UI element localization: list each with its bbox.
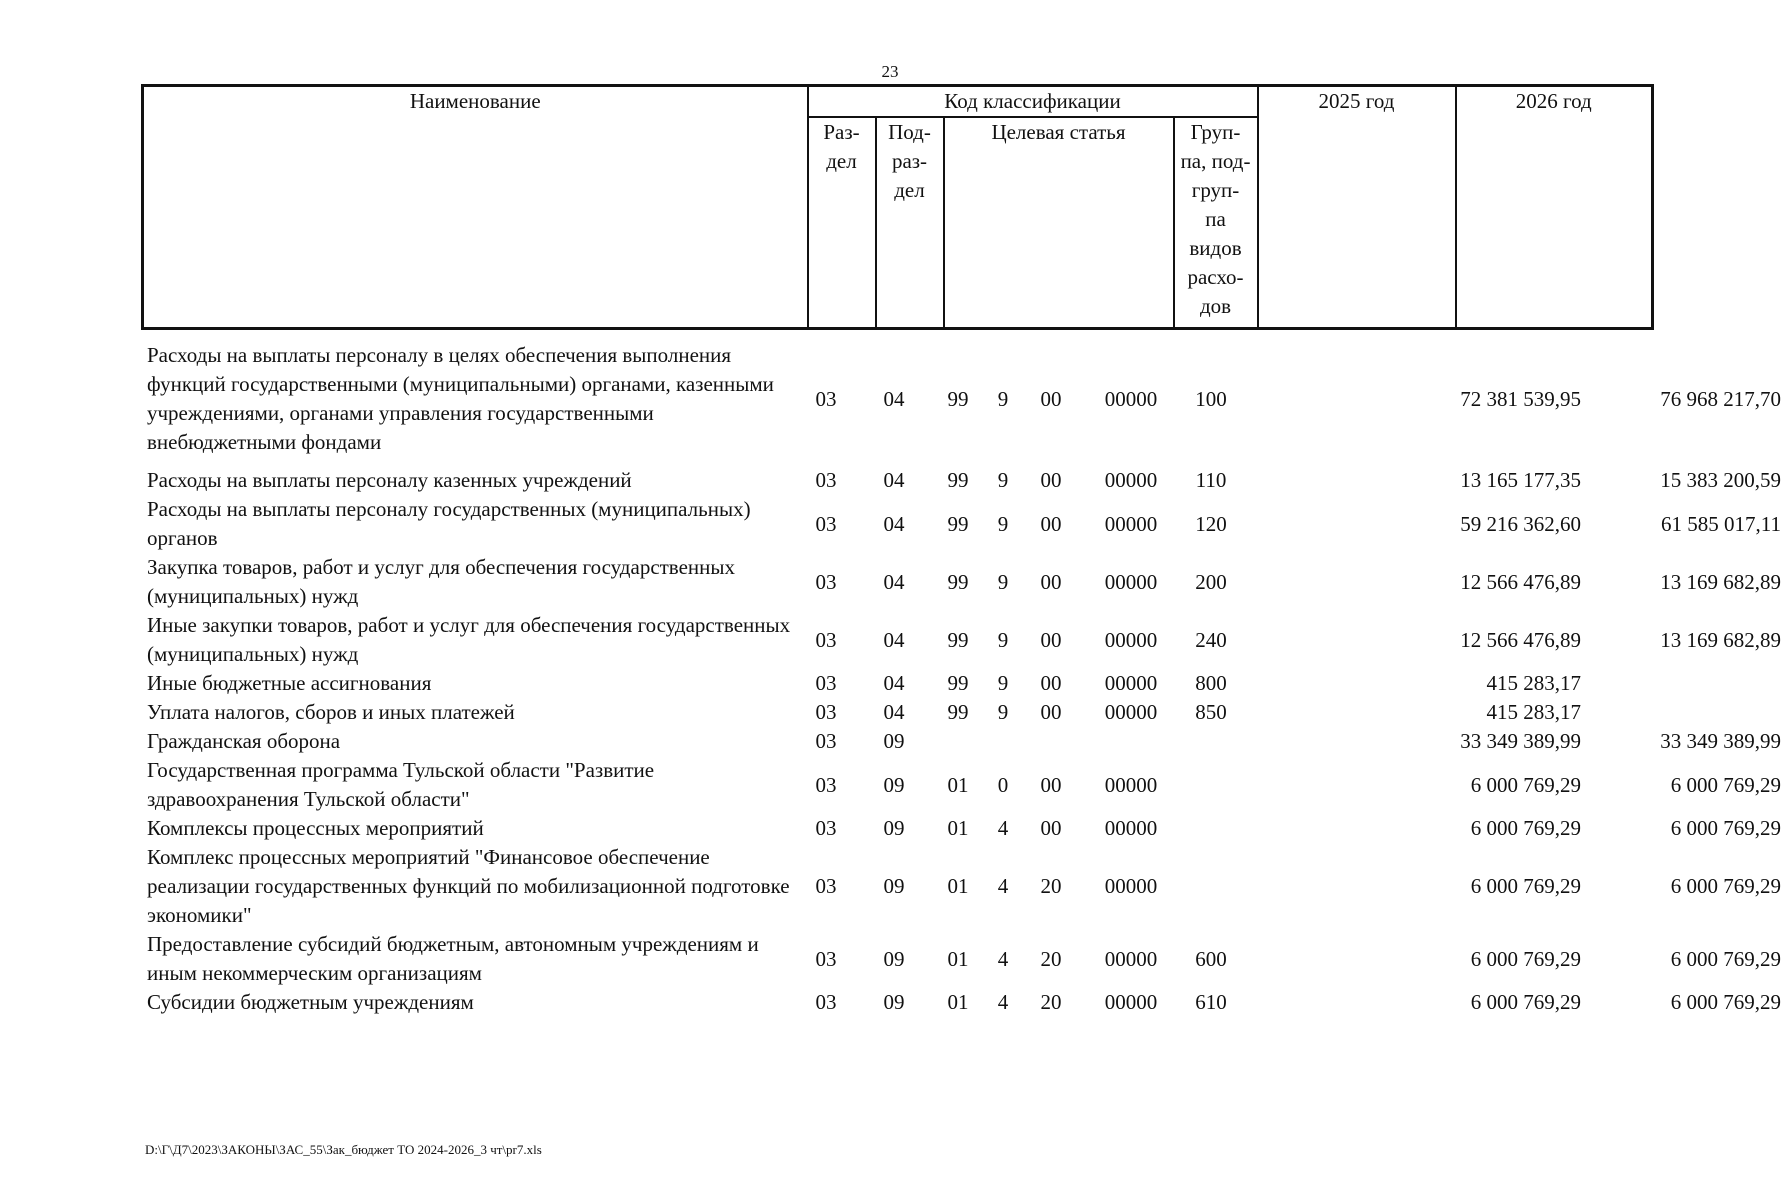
row-group: 850 — [1195, 700, 1227, 724]
row-target-program: 01 — [947, 874, 969, 898]
row-name: Расходы на выплаты персоналу казенных учреждений — [147, 468, 632, 492]
header-year-2026: 2026 год — [1456, 86, 1653, 329]
header-podrazdel-line-2: раз- — [891, 149, 928, 173]
row-target-direction: 00000 — [1104, 816, 1158, 840]
row-podrazdel: 09 — [883, 990, 905, 1014]
row-group: 110 — [1195, 468, 1227, 492]
row-year-2025: 72 381 539,95 — [1460, 386, 1581, 411]
header-group-line-5: видов — [1189, 236, 1242, 260]
row-name: Субсидии бюджетным учреждениям — [147, 990, 474, 1014]
header-name: Наименование — [143, 86, 808, 329]
row-year-2025: 6 000 769,29 — [1470, 772, 1581, 797]
row-year-2025: 13 165 177,35 — [1460, 468, 1581, 492]
row-target-type: 9 — [997, 671, 1009, 695]
header-group — [1174, 117, 1258, 329]
row-razdel: 03 — [815, 990, 837, 1014]
row-target-subprogram: 00 — [1040, 468, 1062, 492]
row-target-program: 99 — [947, 671, 969, 695]
row-target-program: 01 — [947, 990, 969, 1014]
row-target-subprogram: 20 — [1040, 990, 1062, 1014]
row-target-type: 9 — [997, 569, 1009, 594]
row-year-2025: 59 216 362,60 — [1460, 511, 1581, 536]
row-year-2026: 13 169 682,89 — [1660, 569, 1781, 594]
row-razdel: 03 — [815, 569, 837, 594]
row-target-direction: 00000 — [1104, 511, 1158, 536]
row-year-2025: 6 000 769,29 — [1470, 946, 1581, 971]
row-target-type: 9 — [997, 511, 1009, 536]
row-razdel: 03 — [815, 729, 837, 753]
row-podrazdel: 09 — [883, 772, 905, 797]
header-group-line-6: расхо- — [1187, 265, 1244, 289]
row-target-type: 0 — [997, 772, 1009, 797]
page-number: 23 — [881, 62, 899, 81]
row-target-program: 99 — [947, 468, 969, 492]
row-year-2025: 33 349 389,99 — [1460, 729, 1581, 753]
row-target-program: 99 — [947, 511, 969, 536]
row-target-type: 4 — [997, 990, 1009, 1014]
table-row — [141, 843, 1781, 930]
header-group-line-1: Груп- — [1190, 120, 1241, 144]
table-row — [141, 611, 1781, 669]
row-target-program: 99 — [947, 627, 969, 652]
row-name: Предоставление субсидий бюджетным, автономным учреждениям и иным некоммерческим организациям — [147, 932, 759, 985]
row-year-2025: 415 283,17 — [1486, 671, 1581, 695]
header-group-line-4: па — [1205, 207, 1226, 231]
table-row — [141, 340, 1781, 458]
row-target-program: 99 — [947, 386, 969, 411]
row-year-2026: 6 000 769,29 — [1670, 772, 1781, 797]
row-year-2025: 12 566 476,89 — [1460, 569, 1581, 594]
row-year-2026: 6 000 769,29 — [1670, 816, 1781, 840]
row-year-2026: 76 968 217,70 — [1660, 386, 1781, 411]
header-podrazdel-line-1: Под- — [888, 120, 931, 144]
row-podrazdel: 04 — [883, 627, 905, 652]
row-target-subprogram: 00 — [1040, 569, 1062, 594]
header-group-line-7: дов — [1199, 294, 1232, 318]
row-razdel: 03 — [815, 671, 837, 695]
row-year-2025: 6 000 769,29 — [1470, 874, 1581, 898]
row-target-program: 01 — [947, 946, 969, 971]
row-target-type: 4 — [997, 946, 1009, 971]
row-podrazdel: 04 — [883, 700, 905, 724]
row-group: 200 — [1195, 569, 1227, 594]
table-row — [141, 930, 1781, 988]
row-group: 120 — [1195, 511, 1227, 536]
row-podrazdel: 09 — [883, 946, 905, 971]
row-razdel: 03 — [815, 511, 837, 536]
row-name: Иные закупки товаров, работ и услуг для обеспечения государственных (муниципальных) нужд — [147, 613, 791, 666]
row-razdel: 03 — [815, 468, 837, 492]
row-razdel: 03 — [815, 816, 837, 840]
header-podrazdel-line-3: дел — [894, 178, 925, 202]
row-target-subprogram: 20 — [1040, 946, 1062, 971]
row-podrazdel: 04 — [883, 671, 905, 695]
table-row — [141, 495, 1781, 553]
table-body — [141, 340, 1781, 1017]
row-target-direction: 00000 — [1104, 772, 1158, 797]
row-target-subprogram: 00 — [1040, 816, 1062, 840]
row-podrazdel: 04 — [883, 569, 905, 594]
row-year-2025: 12 566 476,89 — [1460, 627, 1581, 652]
row-target-type: 9 — [997, 468, 1009, 492]
row-target-type: 4 — [997, 874, 1009, 898]
row-target-direction: 00000 — [1104, 990, 1158, 1014]
table-row — [141, 988, 1781, 1017]
row-target-direction: 00000 — [1104, 700, 1158, 724]
row-target-subprogram: 00 — [1040, 386, 1062, 411]
row-target-direction: 00000 — [1104, 569, 1158, 594]
row-podrazdel: 09 — [883, 874, 905, 898]
row-name: Комплекс процессных мероприятий "Финансовое обеспечение реализации государственных функций по мобилизационной подготовке экономики" — [147, 845, 790, 927]
header-year-2025: 2025 год — [1258, 86, 1456, 329]
row-name: Расходы на выплаты персоналу в целях обеспечения выполнения функций государственными (муниципальными) органами, казенными учреждениями, органами управления государственными внебюджетными фондами — [147, 343, 774, 454]
row-name: Расходы на выплаты персоналу государственных (муниципальных) органов — [147, 497, 751, 550]
row-year-2026: 6 000 769,29 — [1670, 874, 1781, 898]
row-year-2026: 13 169 682,89 — [1660, 627, 1781, 652]
row-target-type: 9 — [997, 627, 1009, 652]
row-name: Уплата налогов, сборов и иных платежей — [147, 700, 515, 724]
row-year-2025: 6 000 769,29 — [1470, 816, 1581, 840]
row-razdel: 03 — [815, 946, 837, 971]
row-target-program: 99 — [947, 700, 969, 724]
row-target-program: 01 — [947, 816, 969, 840]
row-group: 800 — [1195, 671, 1227, 695]
row-podrazdel: 04 — [883, 386, 905, 411]
header-razdel-line-1: Раз- — [823, 120, 860, 144]
row-target-type: 4 — [997, 816, 1009, 840]
row-podrazdel: 04 — [883, 468, 905, 492]
row-target-program: 99 — [947, 569, 969, 594]
row-razdel: 03 — [815, 874, 837, 898]
row-podrazdel: 09 — [883, 816, 905, 840]
row-target-subprogram: 00 — [1040, 511, 1062, 536]
row-group: 240 — [1195, 627, 1227, 652]
row-name: Комплексы процессных мероприятий — [147, 816, 484, 840]
table-row — [141, 698, 1661, 727]
row-year-2026: 61 585 017,11 — [1661, 511, 1781, 536]
header-target: Целевая статья — [944, 117, 1174, 329]
row-podrazdel: 09 — [883, 729, 905, 753]
row-target-direction: 00000 — [1104, 386, 1158, 411]
footer-file-path: D:\Г\Д7\2023\ЗАКОНЫ\ЗАС_55\Зак_бюджет ТО 2024-2026_3 чт\pr7.xls — [145, 1142, 542, 1157]
row-name: Закупка товаров, работ и услуг для обеспечения государственных (муниципальных) нужд — [147, 555, 736, 608]
row-target-direction: 00000 — [1104, 946, 1158, 971]
header-classification: Код классификации — [808, 86, 1258, 118]
row-razdel: 03 — [815, 700, 837, 724]
row-target-subprogram: 00 — [1040, 700, 1062, 724]
row-name: Иные бюджетные ассигнования — [147, 671, 432, 695]
table-row — [141, 814, 1781, 843]
header-podrazdel — [876, 117, 944, 329]
row-name: Гражданская оборона — [147, 729, 341, 753]
header-razdel — [808, 117, 876, 329]
table-row — [141, 466, 1781, 495]
row-year-2026: 33 349 389,99 — [1660, 729, 1781, 753]
row-year-2025: 6 000 769,29 — [1470, 990, 1581, 1014]
row-group: 600 — [1195, 946, 1227, 971]
table-header — [141, 84, 1654, 330]
row-target-subprogram: 00 — [1040, 671, 1062, 695]
row-group: 610 — [1195, 990, 1227, 1014]
row-razdel: 03 — [815, 627, 837, 652]
row-target-subprogram: 00 — [1040, 627, 1062, 652]
row-target-direction: 00000 — [1104, 468, 1158, 492]
header-group-line-2: па, под- — [1180, 149, 1251, 173]
row-year-2025: 415 283,17 — [1486, 700, 1581, 724]
row-target-direction: 00000 — [1104, 874, 1158, 898]
row-year-2026: 6 000 769,29 — [1670, 946, 1781, 971]
row-target-type: 9 — [997, 386, 1009, 411]
row-target-subprogram: 00 — [1040, 772, 1062, 797]
row-razdel: 03 — [815, 772, 837, 797]
table-row — [141, 756, 1781, 814]
header-group-line-3: груп- — [1191, 178, 1240, 202]
row-target-type: 9 — [997, 700, 1009, 724]
row-year-2026: 15 383 200,59 — [1660, 468, 1781, 492]
header-razdel-line-2: дел — [826, 149, 857, 173]
row-year-2026: 6 000 769,29 — [1670, 990, 1781, 1014]
row-target-direction: 00000 — [1104, 671, 1158, 695]
row-group: 100 — [1195, 386, 1227, 411]
row-target-program: 01 — [947, 772, 969, 797]
row-name: Государственная программа Тульской области "Развитие здравоохранения Тульской области" — [147, 758, 655, 811]
table-row — [141, 669, 1661, 698]
table-row — [141, 727, 1781, 756]
row-target-subprogram: 20 — [1040, 874, 1062, 898]
row-razdel: 03 — [815, 386, 837, 411]
row-podrazdel: 04 — [883, 511, 905, 536]
table-row — [141, 553, 1781, 611]
row-target-direction: 00000 — [1104, 627, 1158, 652]
